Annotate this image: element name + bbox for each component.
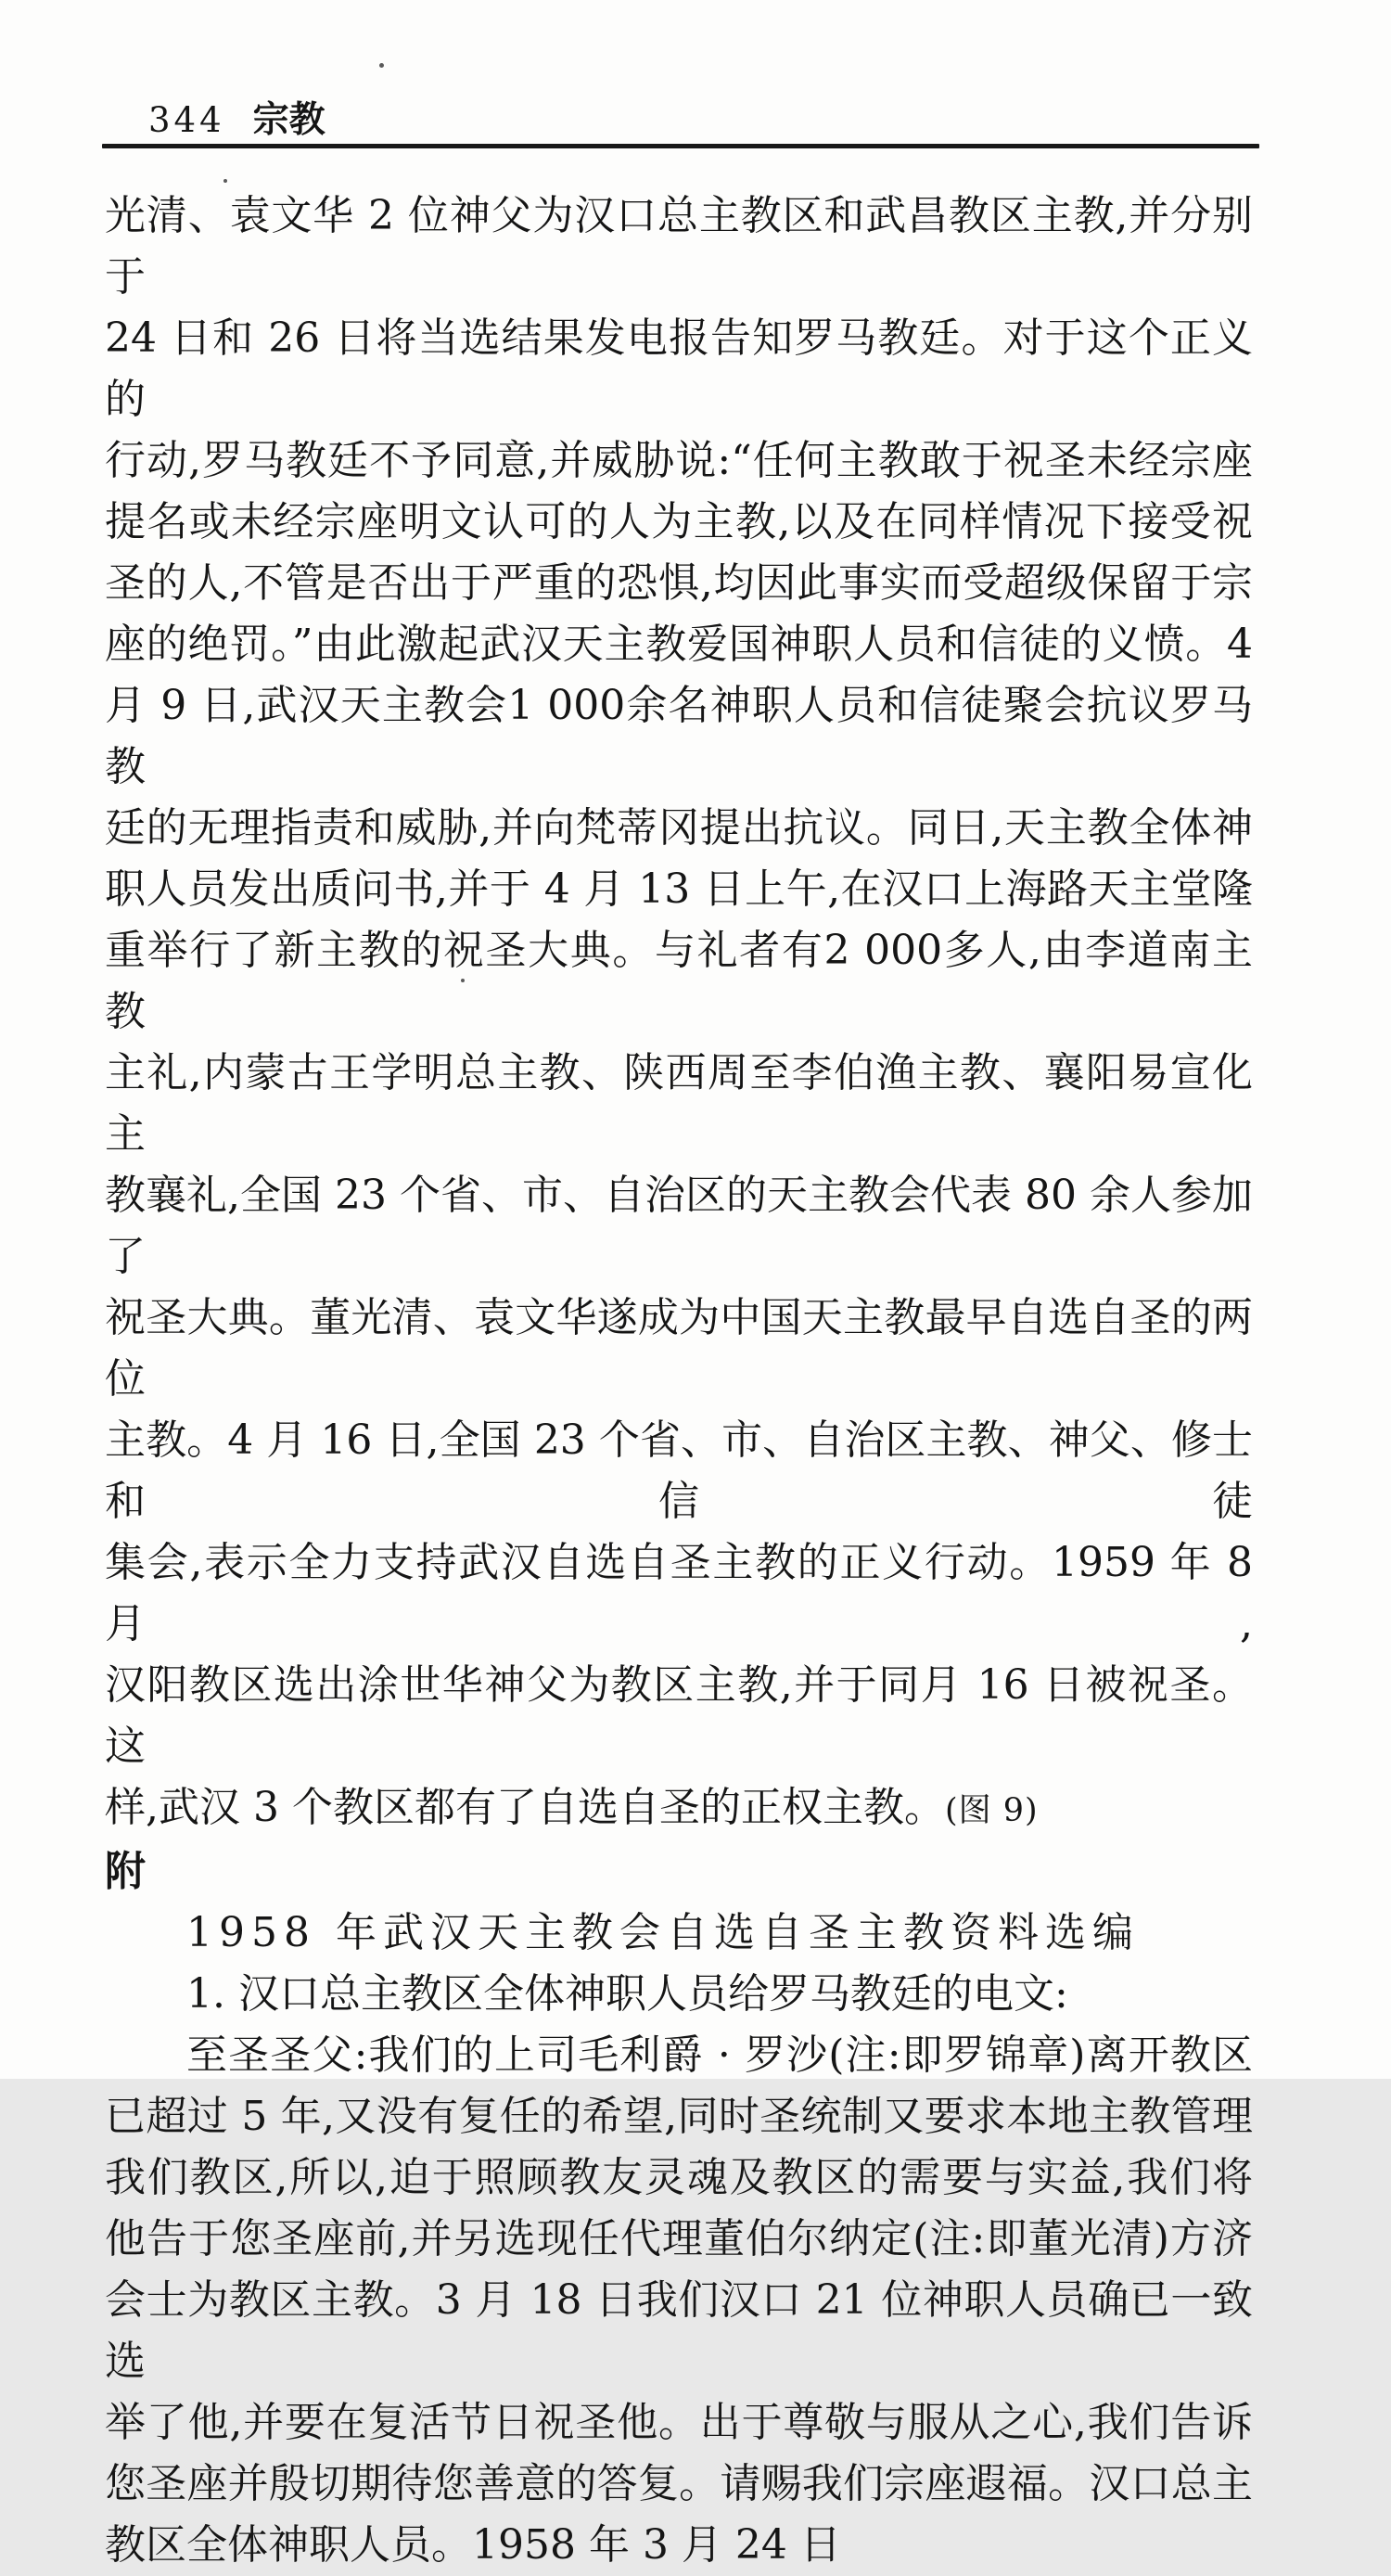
scan-speck	[461, 979, 465, 982]
text-line: 祝圣大典。董光清、袁文华遂成为中国天主教最早自选自圣的两位	[105, 1294, 1253, 1403]
text-line: 光清、袁文华 2 位神父为汉口总主教区和武昌教区主教,并分别于	[105, 192, 1253, 301]
text-line: 集会,表示全力支持武汉自选自圣主教的正义行动。1959 年 8 月,	[105, 1539, 1253, 1647]
text-line: 教襄礼,全国 23 个省、市、自治区的天主教会代表 80 余人参加了	[105, 1172, 1253, 1280]
text-line: 廷的无理指责和威胁,并向梵蒂冈提出抗议。同日,天主教全体神	[105, 804, 1253, 852]
text-line: 行动,罗马教廷不予同意,并威胁说:“任何主教敢于祝圣未经宗座	[105, 437, 1253, 484]
text-line: 会士为教区主教。3 月 18 日我们汉口 21 位神职人员确已一致选	[105, 2276, 1253, 2385]
body-text	[105, 186, 1253, 2576]
scan-speck	[223, 179, 227, 183]
page-number: 344	[148, 100, 225, 140]
text-line: 主礼,内蒙古王学明总主教、陕西周至李伯渔主教、襄阳易宣化主	[105, 1049, 1253, 1158]
paragraph-end-line: 教区全体神职人员。1958 年 3 月 24 日	[105, 2521, 841, 2569]
figure-reference: (图 9)	[944, 1792, 1039, 1829]
text-line: 24 日和 26 日将当选结果发电报告知罗马教廷。对于这个正义的	[105, 314, 1253, 423]
text-line: 您圣座并殷切期待您善意的答复。请赐我们宗座遐福。汉口总主	[105, 2460, 1253, 2507]
text-line: 月 9 日,武汉天主教会1 000余名神职人员和信徒聚会抗议罗马教	[105, 682, 1253, 790]
text-line: 提名或未经宗座明文认可的人为主教,以及在同样情况下接受祝	[105, 498, 1253, 545]
text-line: 汉阳教区选出涂世华神父为教区主教,并于同月 16 日被祝圣。这	[105, 1661, 1253, 1770]
header-rule	[102, 144, 1259, 148]
item-heading: 1. 汉口总主教区全体神职人员给罗马教廷的电文:	[186, 1970, 1068, 2018]
page-header	[148, 91, 325, 143]
text-line: 圣的人,不管是否出于严重的恐惧,均因此事实而受超级保留于宗	[105, 559, 1253, 607]
scan-speck	[379, 63, 384, 68]
text-line: 至圣圣父:我们的上司毛利爵 · 罗沙(注:即罗锦章)离开教区	[186, 2031, 1253, 2079]
text-line: 已超过 5 年,又没有复任的希望,同时圣统制又要求本地主教管理	[105, 2093, 1253, 2140]
text-line: 主教。4 月 16 日,全国 23 个省、市、自治区主教、神父、修士和信徒	[105, 1416, 1253, 1525]
text-line: 重举行了新主教的祝圣大典。与礼者有2 000多人,由李道南主教	[105, 927, 1253, 1035]
section-title: 宗教	[252, 98, 325, 141]
text-line: 我们教区,所以,迫于照顾教友灵魂及教区的需要与实益,我们将	[105, 2154, 1253, 2201]
text-line: 他告于您圣座前,并另选现任代理董伯尔纳定(注:即董光清)方济	[105, 2215, 1253, 2262]
text-line: 职人员发出质问书,并于 4 月 13 日上午,在汉口上海路天主堂隆	[105, 865, 1253, 913]
text-line: 举了他,并要在复活节日祝圣他。出于尊敬与服从之心,我们告诉	[105, 2399, 1253, 2446]
attachment-title: 1958 年武汉天主教会自选自圣主教资料选编	[186, 1909, 1140, 1956]
text-line: 座的绝罚。”由此激起武汉天主教爱国神职人员和信徒的义愤。4	[105, 621, 1253, 668]
paragraph-end-line: 样,武汉 3 个教区都有了自选自圣的正权主教。(图 9)	[105, 1784, 1039, 1831]
attachment-label: 附	[105, 1848, 146, 1895]
